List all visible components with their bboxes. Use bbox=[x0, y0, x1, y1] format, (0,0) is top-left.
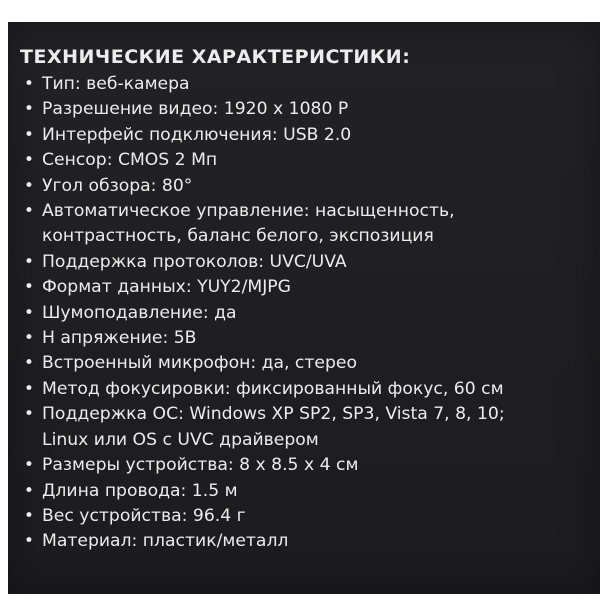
spec-item-text: Сенсор: CMOS 2 Мп bbox=[42, 150, 218, 171]
spec-item-text: Метод фокусировки: фиксированный фокус, 60 см bbox=[42, 378, 504, 399]
spec-item-text: Вес устройства: 96.4 г bbox=[42, 505, 246, 526]
spec-item-text: Встроенный микрофон: да, стерео bbox=[42, 353, 357, 374]
spec-item bbox=[20, 402, 592, 453]
bullet-icon: • bbox=[23, 531, 35, 552]
spec-item bbox=[20, 174, 592, 199]
spec-item bbox=[20, 504, 592, 529]
spec-item bbox=[20, 301, 592, 326]
spec-item-text: Разрешение видео: 1920 x 1080 P bbox=[42, 99, 349, 120]
bullet-icon: • bbox=[23, 353, 35, 374]
spec-item-text: Тип: веб-камера bbox=[42, 74, 190, 94]
bullet-icon: • bbox=[23, 378, 35, 399]
spec-sheet bbox=[20, 44, 592, 555]
bullet-icon: • bbox=[23, 302, 35, 323]
spec-list bbox=[20, 72, 592, 555]
spec-item bbox=[20, 479, 592, 504]
spec-item-text: Поддержка ОС: Windows XP SP2, SP3, Vista 7, 8, 10; bbox=[42, 404, 505, 425]
spec-item bbox=[20, 148, 592, 173]
spec-item-text: Автоматическое управление: насыщенность, bbox=[42, 201, 455, 222]
spec-item-text: Длина провода: 1.5 м bbox=[42, 480, 238, 501]
spec-item-text: Размеры устройства: 8 x 8.5 x 4 см bbox=[42, 455, 359, 476]
spec-item-text: Linux или OS с UVC драйвером bbox=[42, 429, 319, 450]
spec-item bbox=[20, 453, 592, 478]
spec-item bbox=[20, 351, 592, 376]
spec-item-text: Материал: пластик/металл bbox=[42, 531, 289, 552]
spec-item bbox=[20, 529, 592, 554]
bullet-icon: • bbox=[23, 201, 35, 222]
bullet-icon: • bbox=[23, 175, 35, 196]
spec-item bbox=[20, 72, 592, 97]
spec-item-text: контрастность, баланс белого, экспозиция bbox=[42, 226, 434, 247]
bullet-icon: • bbox=[23, 124, 35, 145]
bullet-icon: • bbox=[23, 150, 35, 171]
spec-item bbox=[20, 123, 592, 148]
spec-item bbox=[20, 275, 592, 300]
spec-item bbox=[20, 326, 592, 351]
bullet-icon: • bbox=[23, 251, 35, 272]
spec-item bbox=[20, 250, 592, 275]
spec-item bbox=[20, 377, 592, 402]
spec-item bbox=[20, 199, 592, 250]
bullet-icon: • bbox=[23, 505, 35, 526]
spec-item-text: Формат данных: YUY2/MJPG bbox=[42, 277, 291, 298]
bullet-icon: • bbox=[23, 99, 35, 120]
bullet-icon: • bbox=[23, 455, 35, 476]
spec-heading: ТЕХНИЧЕСКИЕ ХАРАКТЕРИСТИКИ: bbox=[20, 46, 411, 68]
bullet-icon: • bbox=[23, 404, 35, 425]
bullet-icon: • bbox=[23, 277, 35, 298]
spec-item-text: Поддержка протоколов: UVC/UVA bbox=[42, 251, 347, 272]
bullet-icon: • bbox=[23, 328, 35, 349]
spec-item-text: Угол обзора: 80° bbox=[42, 175, 193, 196]
spec-item bbox=[20, 97, 592, 122]
spec-item-text: Шумоподавление: да bbox=[42, 302, 237, 323]
spec-item-text: Н апряжение: 5В bbox=[42, 328, 197, 349]
bullet-icon: • bbox=[23, 74, 35, 94]
bullet-icon: • bbox=[23, 480, 35, 501]
spec-item-text: Интерфейс подключения: USB 2.0 bbox=[42, 124, 352, 145]
